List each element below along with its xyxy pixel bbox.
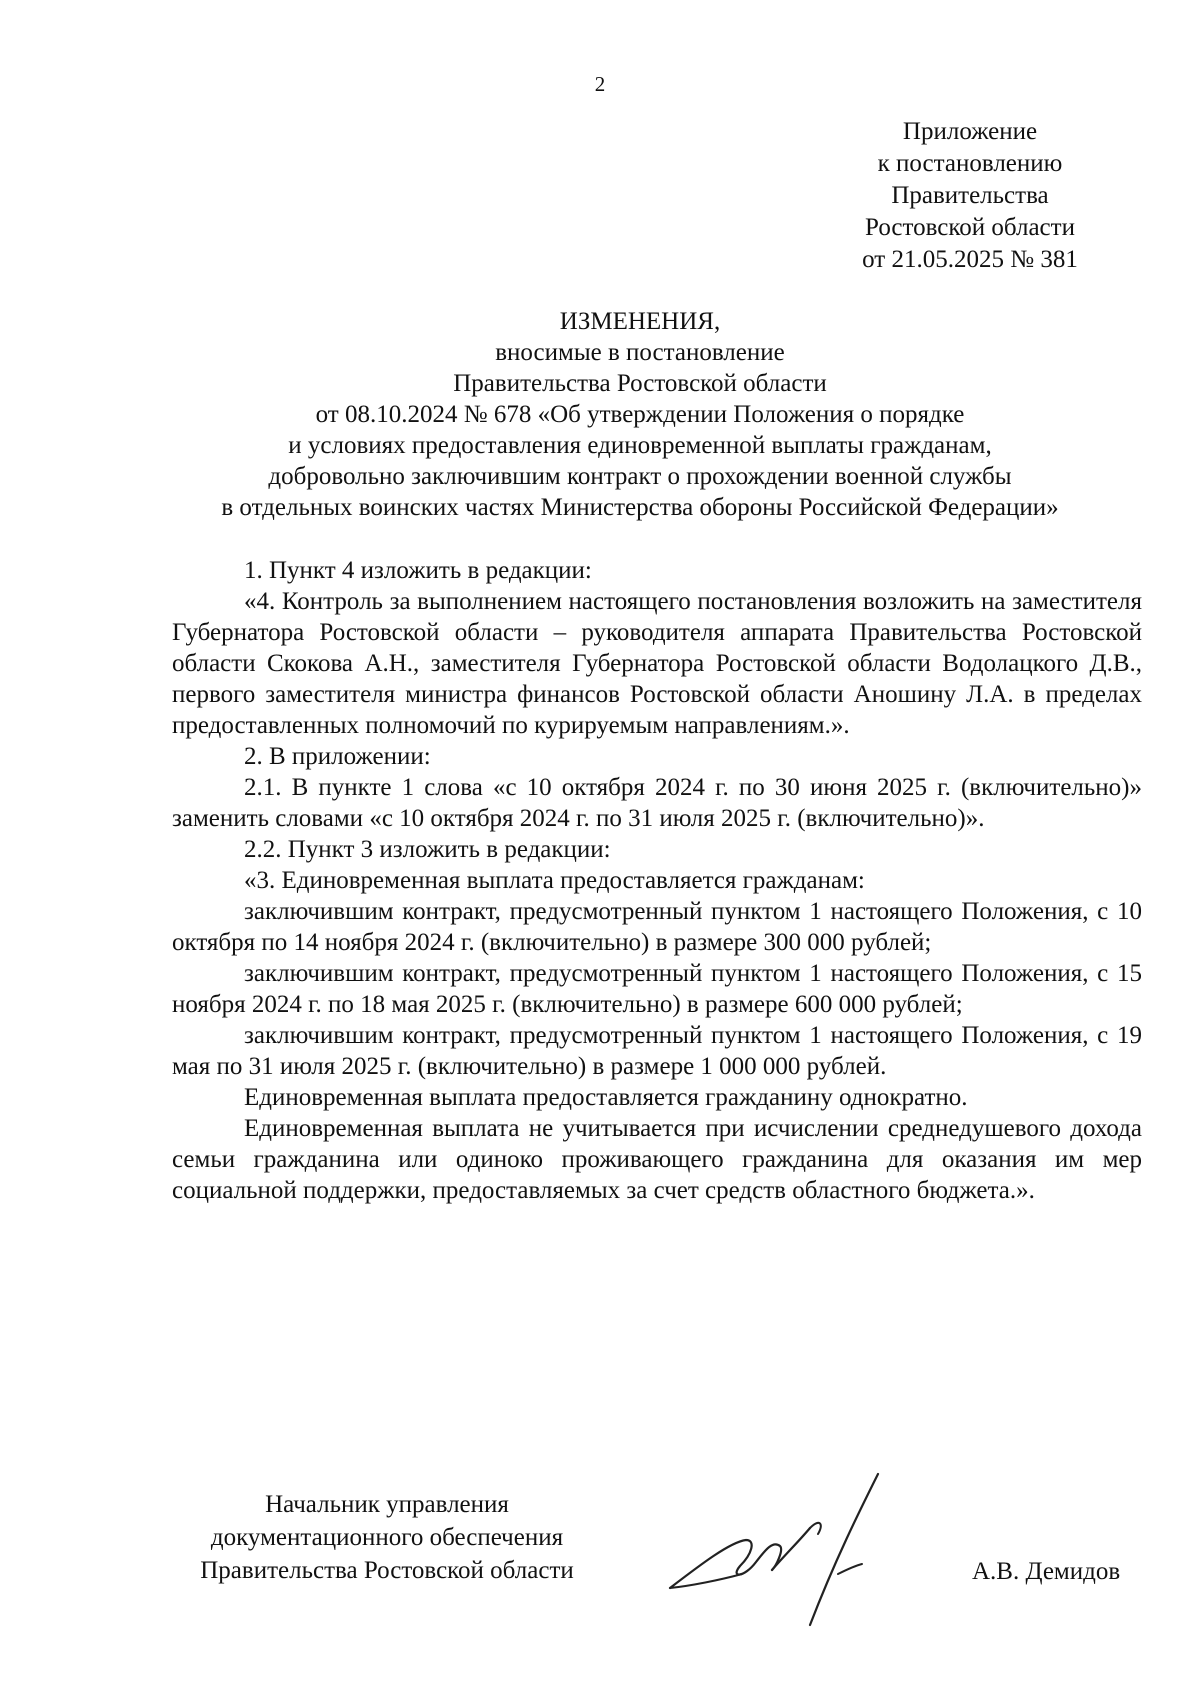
paragraph: Единовременная выплата не учитывается при исчислении среднедушевого дохода семьи гражданина или одиноко проживающего гражданина для оказания им мер социальной поддержки, предоставляемых за счет средств областного бюджета.». <box>172 1115 1142 1204</box>
appendix-line: от 21.05.2025 № 381 <box>862 246 1078 273</box>
paragraph: 2.2. Пункт 3 изложить в редакции: <box>244 836 611 863</box>
position-line: Начальник управления <box>265 1491 509 1518</box>
heading-title: ИЗМЕНЕНИЯ, <box>559 308 721 335</box>
paragraph: «3. Единовременная выплата предоставляется гражданам: <box>244 867 865 894</box>
position-line: Правительства Ростовской области <box>200 1557 574 1584</box>
signatory-name: А.В. Демидов <box>972 1558 1121 1585</box>
heading-line: добровольно заключившим контракт о прохождении военной службы <box>268 463 1012 490</box>
paragraph: Единовременная выплата предоставляется гражданину однократно. <box>244 1084 968 1111</box>
heading-line: в отдельных воинских частях Министерства обороны Российской Федерации» <box>221 494 1059 521</box>
paragraph: 1. Пункт 4 изложить в редакции: <box>244 557 592 584</box>
paragraph: 2. В приложении: <box>244 743 431 770</box>
position-line: документационного обеспечения <box>210 1524 564 1551</box>
paragraph: 2.1. В пункте 1 слова «с 10 октября 2024 г. по 30 июня 2025 г. (включительно)» заменить словами «с 10 октября 2024 г. по 31 июля 2025 г. (включительно)». <box>172 774 1142 832</box>
heading-line: Правительства Ростовской области <box>453 370 827 397</box>
appendix-block <box>840 116 1100 276</box>
page-number: 2 <box>594 72 606 96</box>
appendix-line: Приложение <box>902 118 1038 145</box>
paragraph: заключившим контракт, предусмотренный пунктом 1 настоящего Положения, с 19 мая по 31 июля 2025 г. (включительно) в размере 1 000 000 рублей. <box>172 1022 1142 1080</box>
appendix-line: к постановлению <box>877 150 1063 177</box>
heading-line: вносимые в постановление <box>495 339 785 366</box>
heading-line: от 08.10.2024 № 678 «Об утверждении Положения о порядке <box>315 401 965 428</box>
paragraph: заключившим контракт, предусмотренный пунктом 1 настоящего Положения, с 10 октября по 14 ноября 2024 г. (включительно) в размере 300 000 рублей; <box>172 898 1142 956</box>
appendix-line: Ростовской области <box>865 214 1075 241</box>
paragraph: заключившим контракт, предусмотренный пунктом 1 настоящего Положения, с 15 ноября 2024 г. по 18 мая 2025 г. (включительно) в размере 600 000 рублей; <box>172 960 1142 1018</box>
signatory-position <box>172 1488 602 1587</box>
appendix-line: Правительства <box>891 182 1049 209</box>
paragraph: «4. Контроль за выполнением настоящего постановления возложить на заместителя Губернатора Ростовской области – руководителя аппарата Правительства Ростовской области Скокова А.Н., заместителя Губернатора Ростовской области Водолацкого Д.В., первого заместителя министра финансов Ростовской области Аношину Л.А. в пределах предоставленных полномочий по курируемым направлениям.». <box>172 588 1142 739</box>
handwritten-signature <box>660 1470 920 1630</box>
document-body <box>172 555 1142 1206</box>
document-heading <box>150 306 1130 523</box>
heading-line: и условиях предоставления единовременной выплаты гражданам, <box>288 432 992 459</box>
